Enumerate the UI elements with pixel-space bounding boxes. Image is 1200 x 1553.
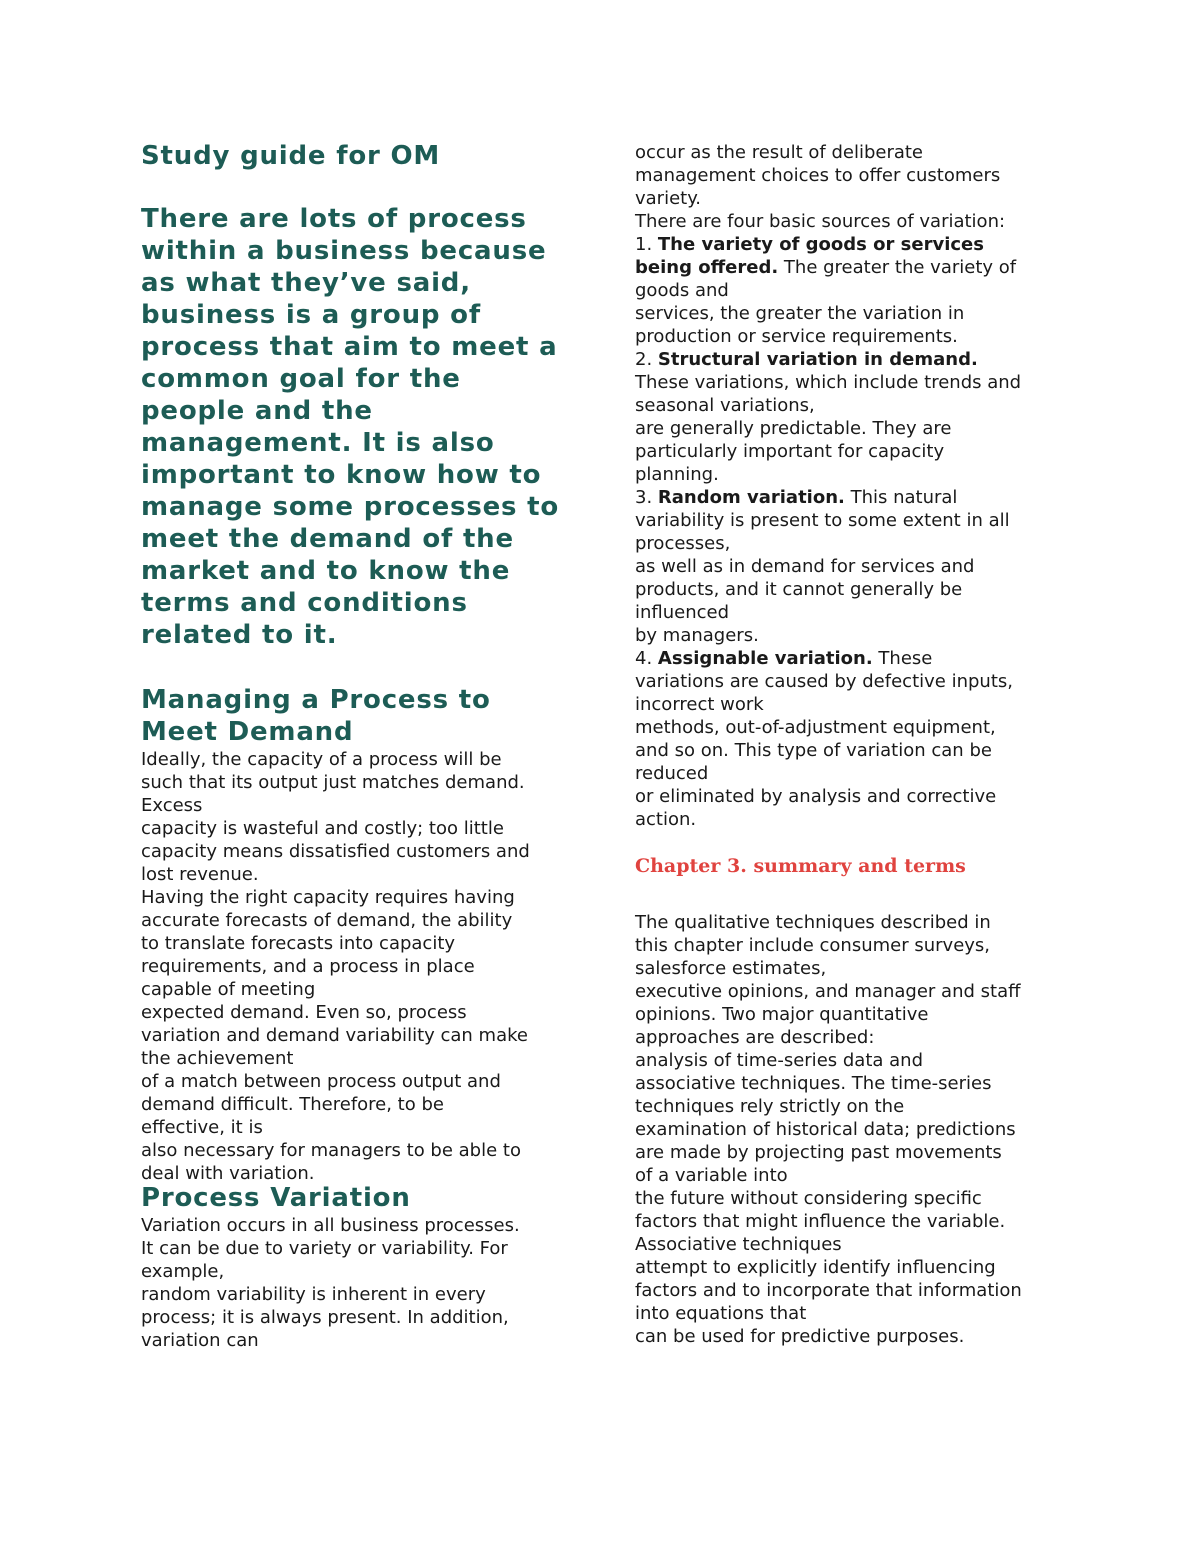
intro-line: There are lots of process <box>141 204 527 234</box>
body-line: can be used for predictive purposes. <box>635 1326 965 1347</box>
body-line: analysis of time-series data and <box>635 1050 923 1071</box>
source-2-line <box>635 348 1021 371</box>
body-line: accurate forecasts of demand, the ability <box>141 910 513 931</box>
body-line: capable of meeting <box>141 979 316 1000</box>
intro-line: as what they’ve said, <box>141 268 471 298</box>
body-line: also necessary for managers to be able to <box>141 1140 521 1161</box>
body-line: It can be due to variety or variability. For <box>141 1238 508 1259</box>
body-line: random variability is inherent in every <box>141 1284 486 1305</box>
body-line: and so on. This type of variation can be <box>635 740 992 761</box>
intro-line: process that aim to meet a <box>141 332 558 362</box>
body-line: incorrect work <box>635 694 764 715</box>
chapter-summary-body <box>635 911 1022 1348</box>
intro-line: meet the demand of the <box>141 524 514 554</box>
intro-line: business is a group of <box>141 300 481 330</box>
body-line: variety. <box>635 188 702 209</box>
body-line: variations are caused by defective inputs, <box>635 671 1013 692</box>
process-variation-body <box>141 1214 520 1352</box>
body-line: planning. <box>635 464 719 485</box>
source-1-title: The variety of goods or services <box>657 234 984 255</box>
source-4-line <box>635 647 1021 670</box>
body-line: associative techniques. The time-series <box>635 1073 992 1094</box>
list-number: 2. <box>635 349 658 370</box>
body-line: techniques rely strictly on the <box>635 1096 905 1117</box>
body-line: capacity is wasteful and costly; too little <box>141 818 504 839</box>
intro-line: common goal for the <box>141 364 461 394</box>
body-line: are generally predictable. They are <box>635 418 952 439</box>
body-line: There are four basic sources of variation: <box>635 211 1006 232</box>
intro-line: important to know how to <box>141 460 542 490</box>
source-4-title: Assignable variation. <box>657 648 873 669</box>
intro-line: related to it. <box>141 620 338 650</box>
body-line: management choices to offer customers <box>635 165 1001 186</box>
body-line: the future without considering specific <box>635 1188 982 1209</box>
body-line: action. <box>635 809 697 830</box>
body-line: by managers. <box>635 625 759 646</box>
body-line: Excess <box>141 795 203 816</box>
source-1-line <box>635 233 1021 256</box>
body-line: such that its output just matches demand. <box>141 772 525 793</box>
source-2-title: Structural variation in demand. <box>657 349 978 370</box>
body-line: production or service requirements. <box>635 326 958 347</box>
body-line: variation and demand variability can make <box>141 1025 528 1046</box>
body-line: expected demand. Even so, process <box>141 1002 467 1023</box>
body-line: to translate forecasts into capacity <box>141 933 456 954</box>
body-line: influenced <box>635 602 730 623</box>
body-line: as well as in demand for services and <box>635 556 975 577</box>
body-line: Associative techniques <box>635 1234 842 1255</box>
body-line: demand difficult. Therefore, to be <box>141 1094 444 1115</box>
source-3-title: Random variation. <box>657 487 845 508</box>
body-line: Variation occurs in all business processes. <box>141 1215 520 1236</box>
intro-line: manage some processes to <box>141 492 560 522</box>
body-line: lost revenue. <box>141 864 259 885</box>
document-title: Study guide for OM <box>141 141 441 171</box>
body-line: example, <box>141 1261 225 1282</box>
body-line: reduced <box>635 763 709 784</box>
body-line: deal with variation. <box>141 1163 315 1184</box>
intro-paragraph <box>141 203 559 651</box>
body-line: examination of historical data; predictions <box>635 1119 1016 1140</box>
body-line: particularly important for capacity <box>635 441 945 462</box>
body-line: goods and <box>635 280 729 301</box>
body-line: approaches are described: <box>635 1027 875 1048</box>
body-line: variability is present to some extent in all <box>635 510 1010 531</box>
body-line: attempt to explicitly identify influencing <box>635 1257 996 1278</box>
body-line: of a match between process output and <box>141 1071 501 1092</box>
body-line: of a variable into <box>635 1165 788 1186</box>
body-line: seasonal variations, <box>635 395 815 416</box>
chapter-heading: Chapter 3. summary and terms <box>635 855 966 877</box>
managing-process-heading <box>141 684 491 748</box>
body-line: occur as the result of deliberate <box>635 142 924 163</box>
body-line: factors that might influence the variable. <box>635 1211 1006 1232</box>
list-number: 3. <box>635 487 658 508</box>
body-line: factors and to incorporate that information <box>635 1280 1022 1301</box>
body-line: this chapter include consumer surveys, <box>635 935 991 956</box>
process-variation-heading: Process Variation <box>141 1183 411 1213</box>
list-number: 1. <box>635 234 658 255</box>
body-line: requirements, and a process in place <box>141 956 475 977</box>
variation-sources-text <box>635 141 1021 831</box>
body-line: effective, it is <box>141 1117 263 1138</box>
intro-line: within a business because <box>141 236 547 266</box>
body-line: the achievement <box>141 1048 294 1069</box>
body-line: The qualitative techniques described in <box>635 912 991 933</box>
body-line: salesforce estimates, <box>635 958 827 979</box>
list-number: 4. <box>635 648 658 669</box>
intro-line: management. It is also <box>141 428 495 458</box>
intro-line: market and to know the <box>141 556 511 586</box>
body-line: These variations, which include trends and <box>635 372 1022 393</box>
heading-line: Managing a Process to <box>141 685 491 715</box>
body-line: processes, <box>635 533 731 554</box>
heading-line: Meet Demand <box>141 717 354 747</box>
body-line: or eliminated by analysis and corrective <box>635 786 997 807</box>
source-3-text: This natural <box>844 487 958 508</box>
body-line: into equations that <box>635 1303 807 1324</box>
body-line: services, the greater the variation in <box>635 303 965 324</box>
body-line: variation can <box>141 1330 259 1351</box>
body-line: products, and it cannot generally be <box>635 579 963 600</box>
managing-process-body <box>141 748 530 1185</box>
body-line: opinions. Two major quantitative <box>635 1004 929 1025</box>
source-3-line <box>635 486 1021 509</box>
intro-line: terms and conditions <box>141 588 468 618</box>
source-1-title-cont: being offered. <box>635 257 779 278</box>
body-line: executive opinions, and manager and staff <box>635 981 1021 1002</box>
body-line: capacity means dissatisfied customers and <box>141 841 530 862</box>
body-line: process; it is always present. In addition, <box>141 1307 509 1328</box>
body-line: Ideally, the capacity of a process will be <box>141 749 502 770</box>
body-line: methods, out-of-adjustment equipment, <box>635 717 996 738</box>
body-line: Having the right capacity requires having <box>141 887 515 908</box>
source-1-line <box>635 256 1021 279</box>
body-line: are made by projecting past movements <box>635 1142 1002 1163</box>
intro-line: people and the <box>141 396 373 426</box>
source-4-text: These <box>872 648 933 669</box>
source-1-text: The greater the variety of <box>778 257 1017 278</box>
